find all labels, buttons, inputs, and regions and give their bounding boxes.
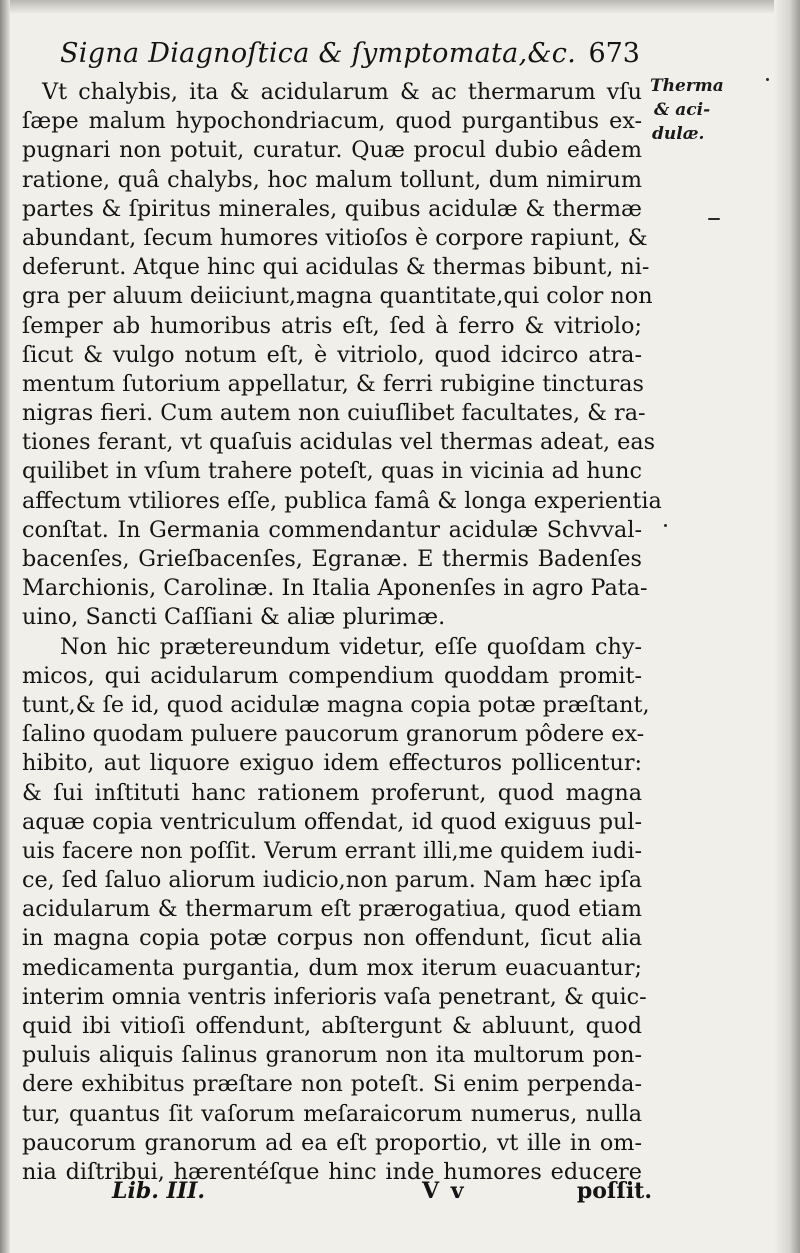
text-line: uis facere non poſſit. Verum errant illi,me quidem iudi-	[22, 837, 642, 864]
running-head	[60, 38, 640, 78]
text-line: Non hic prætereundum videtur, eſſe quoſdam chy-	[60, 633, 642, 660]
page-number: 673	[588, 38, 640, 69]
text-line: quid ibi vitioſi offendunt, abſtergunt & abluunt, quod	[22, 1013, 642, 1039]
page-footer	[112, 1178, 652, 1208]
text-line: deferunt. Atque hinc qui acidulas & thermas bibunt, ni-	[22, 254, 650, 281]
body-text	[22, 78, 662, 1187]
text-line: nigras fieri. Cum autem non cuiuſlibet facultates, & ra-	[22, 400, 646, 427]
margin-note	[650, 74, 750, 146]
text-line: ſemper ab humoribus atris eſt, ſed à ferro & vitriolo;	[22, 312, 642, 339]
text-line: conſtat. In Germania commendantur acidulæ Schvval-	[22, 516, 642, 543]
text-line: aquæ copia ventriculum offendat, id quod exiguus pul-	[22, 808, 642, 835]
gathering-mark: V v	[422, 1178, 466, 1204]
ink-speck	[766, 78, 769, 81]
text-line: hibito, aut liquore exiguo idem effecturos pollicentur:	[22, 750, 642, 777]
ink-speck	[664, 524, 667, 527]
text-line: partes & ſpiritus minerales, quibus acidulæ & thermæ	[22, 195, 642, 222]
text-line: tunt,& ſe id, quod acidulæ magna copia potæ præſtant,	[22, 691, 650, 718]
text-line: dere exhibitus præſtare non poteſt. Si enim perpenda-	[22, 1071, 642, 1098]
text-line: ſæpe malum hypochondriacum, quod purgantibus ex-	[22, 108, 642, 135]
text-line: pugnari non potuit, curatur. Quæ procul dubio eâdem	[22, 137, 642, 164]
ink-speck	[708, 218, 720, 220]
text-line: puluis aliquis ſalinus granorum non ita multorum pon-	[22, 1042, 642, 1069]
text-line: Marchionis, Carolinæ. In Italia Aponenſes in agro Pata-	[22, 575, 648, 602]
text-line: nia diſtribui, hærentéſque hinc inde humores educere	[22, 1158, 642, 1185]
page-top-edge	[0, 0, 800, 14]
text-line: quilibet in vſum trahere poteſt, quas in vicinia ad hunc	[22, 458, 642, 485]
text-line: tiones ferant, vt quaſuis acidulas vel thermas adeat, eas	[22, 429, 656, 456]
text-line: abundant, ſecum humores vitioſos è corpore rapiunt, &	[22, 224, 648, 251]
text-line: medicamenta purgantia, dum mox iterum euacuantur;	[22, 954, 642, 981]
margin-note-line: dulæ.	[652, 124, 705, 144]
text-line: ſalino quodam puluere paucorum granorum pôdere ex-	[22, 721, 645, 748]
text-line: ſicut & vulgo notum eſt, è vitriolo, quod idcirco atra-	[22, 341, 642, 368]
catchword: poſſit.	[576, 1178, 652, 1204]
book-signature: Lib. III.	[112, 1178, 206, 1204]
running-title: Signa Diagnoſtica & ſymptomata,&c.	[60, 38, 577, 69]
text-line: tur, quantus ſit vaſorum meſaraicorum numerus, nulla	[22, 1100, 642, 1127]
text-line: ratione, quâ chalybs, hoc malum tollunt, dum nimirum	[22, 166, 642, 193]
text-line: ce, ſed ſaluo aliorum iudicio,non parum. Nam hæc ipſa	[22, 867, 642, 894]
text-line: micos, qui acidularum compendium quoddam promit-	[22, 662, 642, 689]
text-line: uino, Sancti Caſſiani & aliæ plurimæ.	[22, 604, 446, 631]
margin-note-line: Therma	[650, 76, 724, 96]
text-line: paucorum granorum ad ea eſt proportio, vt ille in om-	[22, 1129, 642, 1156]
text-line: acidularum & thermarum eſt prærogatiua, quod etiam	[22, 896, 642, 923]
text-line: & ſui inſtituti hanc rationem proferunt, quod magna	[22, 779, 642, 806]
text-line: gra per aluum deiiciunt,magna quantitate,qui color non	[22, 283, 653, 310]
text-line: affectum vtiliores eſſe, publica famâ & longa experientia	[22, 487, 662, 514]
page-left-edge	[0, 0, 10, 1253]
text-line: interim omnia ventris inferioris vaſa penetrant, & quic-	[22, 983, 647, 1010]
text-line: in magna copia potæ corpus non offendunt, ſicut alia	[22, 925, 642, 952]
text-line: bacenſes, Grieſbacenſes, Egranæ. E thermis Badenſes	[22, 546, 642, 572]
text-line: Vt chalybis, ita & acidularum & ac thermarum vſu	[42, 79, 642, 105]
margin-note-line: & aci-	[654, 100, 711, 120]
text-line: mentum ſutorium appellatur, & ferri rubigine tincturas	[22, 370, 644, 397]
page-right-edge	[774, 0, 800, 1253]
